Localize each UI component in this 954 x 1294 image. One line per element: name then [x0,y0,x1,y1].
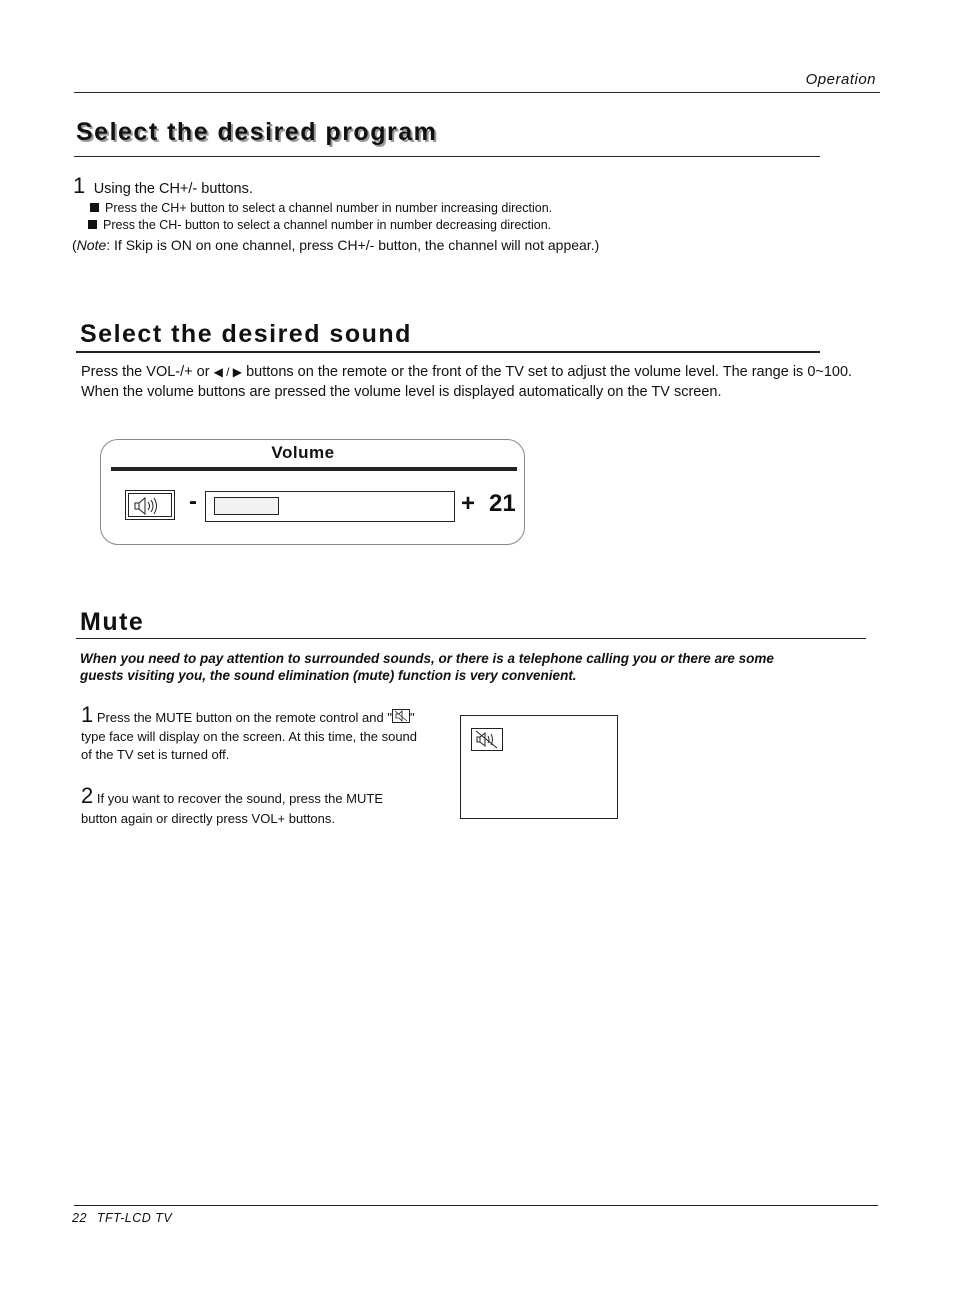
section-label: Operation [805,71,876,88]
sound-text-part: Press the VOL-/+ or [81,364,210,380]
volume-plus: + [461,490,476,517]
header-rule [74,92,880,93]
speaker-icon-frame [125,490,175,520]
step-text: Using the CH+/- buttons. [93,181,253,197]
step-number: 2 [81,783,94,808]
bullet-text: Press the CH- button to select a channel number in number decreasing direction. [103,218,552,232]
sound-title-rule [76,351,820,353]
mute-step-1-line3: of the TV set is turned off. [81,747,230,762]
page-number: 22 [72,1211,87,1225]
note-label: Note [76,237,107,253]
program-title-rule [74,156,820,157]
footer [72,1211,172,1225]
mute-step-1-line2: type face will display on the screen. At this time, the sound [81,729,418,744]
program-step-1 [73,175,253,198]
bullet-ch-minus [88,218,551,232]
mute-screen-illustration [460,715,618,819]
program-note [72,237,599,253]
mute-title: Mute [80,608,145,636]
step-text: Press the MUTE button on the remote control and " [96,710,392,725]
left-right-arrows-icon: ◀ / ▶ [213,365,243,379]
step-number: 1 [81,702,94,727]
note-paren: ( [72,237,77,253]
volume-bar-fill [214,497,279,515]
osd-title: Volume [271,443,335,462]
mute-step-1-line1 [81,704,415,726]
speaker-icon [128,493,172,517]
bullet-icon [90,203,99,212]
sound-text-part: buttons on the remote or the front of the TV set to adjust the volume level. The range is 0~100. [246,364,853,380]
step-number: 1 [73,173,86,198]
mute-icon [471,728,503,751]
mute-intro-line1: When you need to pay attention to surrounded sounds, or there is a telephone calling you or there are some [80,651,774,666]
mute-intro-line2: guests visiting you, the sound elimination (mute) function is very convenient. [80,668,577,683]
mute-title-rule [76,638,866,639]
volume-minus: - [189,488,197,515]
osd-title-rule [111,467,517,471]
footer-rule [74,1205,878,1206]
volume-bar [205,491,455,522]
sound-text-line2: When the volume buttons are pressed the volume level is displayed automatically on the TV screen. [81,384,722,400]
note-text: : If Skip is ON on one channel, press CH+/- button, the channel will not appear.) [106,237,600,253]
volume-osd [100,439,525,545]
product-name: TFT-LCD TV [96,1211,173,1225]
step-text: " [409,710,415,725]
step-text: If you want to recover the sound, press the MUTE [96,791,384,806]
sound-text-line1 [81,364,852,380]
bullet-icon [88,220,97,229]
mute-step-2-line1 [81,785,383,807]
bullet-text: Press the CH+ button to select a channel number in number increasing direction. [105,201,553,215]
mute-icon [392,709,410,723]
bullet-ch-plus [90,201,552,215]
program-title: Select the desired program [76,118,438,146]
mute-step-2-line2: button again or directly press VOL+ buttons. [81,811,336,826]
sound-title: Select the desired sound [80,320,412,348]
volume-value: 21 [489,490,516,517]
